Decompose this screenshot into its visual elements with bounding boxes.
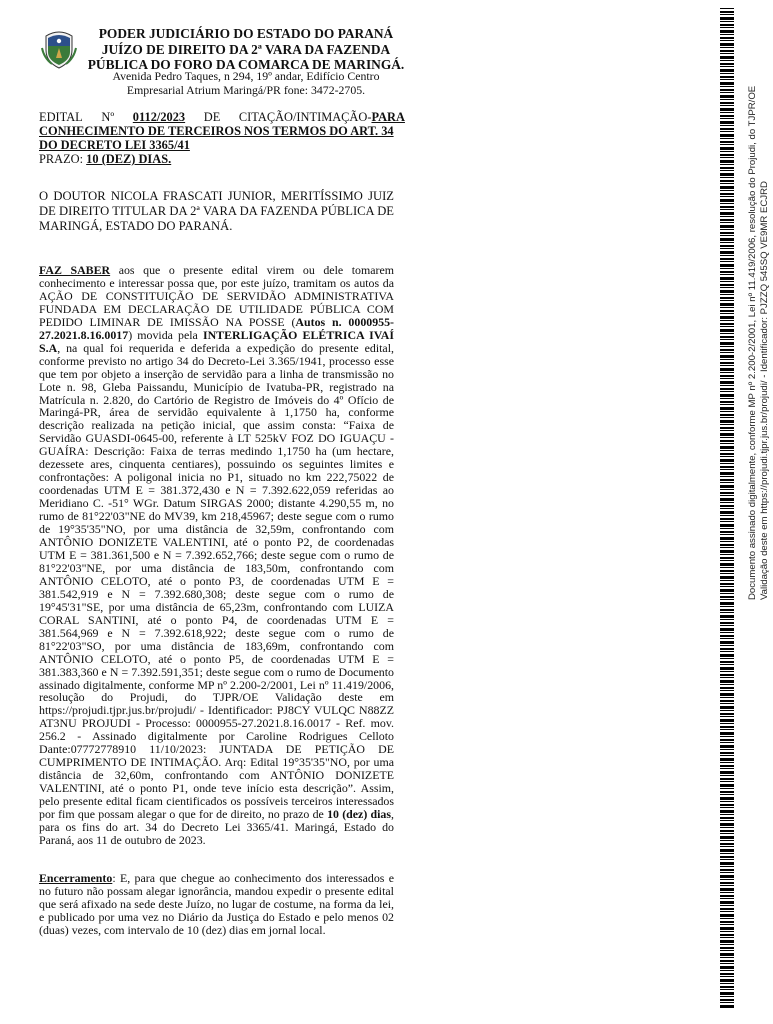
edital-number: 0112/2023 <box>132 110 186 124</box>
edital-de-word: DE <box>203 110 221 124</box>
closing-text: : E, para que chegue ao conhecimento dos interessados e no futuro não possam alegar ignorância, mandou expedir o presente edital que será afixado na sede deste Juízo, no lugar de costume, na forma da lei, e publicado por uma vez no Diário da Justiça do Estado e pelo menos 02 (duas) vezes, com intervalo de 10 (dez) dias em jornal local. <box>39 871 394 937</box>
digital-signature-note <box>747 0 771 600</box>
signature-line-1: Documento assinado digitalmente, conforme MP nº 2.200-2/2001, Lei nº 11.419/2006, resolução do Projudi, do TJPR/OE <box>747 85 758 600</box>
body-part-4: , para os fins do art. 34 do Decreto Lei 3365/41. Maringá, Estado do Paraná, aos 11 de outubro de 2023. <box>39 807 394 847</box>
edital-no-word: Nº <box>101 110 115 124</box>
prazo-label: PRAZO: <box>39 152 87 166</box>
faz-saber-label: FAZ SABER <box>39 263 111 277</box>
prazo-value: 10 (DEZ) DIAS. <box>86 152 172 166</box>
company-name: INTERLIGAÇÃO ELÉTRICA IVAÍ S.A <box>39 327 394 355</box>
signature-line-2: Validação deste em https://projudi.tjpr.jus.br/projudi/ - Identificador: PJZZQ 545SQ VE9MR ECJRD <box>759 181 770 600</box>
edital-para: PARA <box>371 110 405 124</box>
body-part-2: ) movida pela <box>128 327 203 342</box>
closing-paragraph <box>39 872 394 937</box>
closing-label: Encerramento <box>39 871 113 885</box>
edital-word: EDITAL <box>39 110 83 124</box>
body-part-1: aos que o presente edital virem ou dele tomarem conhecimento e interessar possa que, por este juízo, tramitam os autos da AÇÃO DE CONSTITUIÇÃO DE SERVIDÃO ADMINISTRATIVA FUNDADA EM DECLARAÇÃO DE UTILIDADE PÚBLICA COM PEDIDO LIMINAR DE IMISSÃO NA POSSE ( <box>39 263 394 329</box>
judge-paragraph: O DOUTOR NICOLA FRASCATI JUNIOR, MERITÍSSIMO JUIZ DE DIREITO TITULAR DA 2ª VARA DA FAZENDA PÚBLICA DE MARINGÁ, ESTADO DO PARANÁ. <box>39 189 394 233</box>
court-address: Avenida Pedro Taques, n 294, 19º andar, Edifício Centro Empresarial Atrium Maringá/PR fone: 3472-2705. <box>112 69 380 97</box>
edital-heading <box>39 110 405 166</box>
deadline-bold: 10 (dez) dias <box>327 807 392 822</box>
body-part-3: , na qual foi requerida e deferida a expedição do presente edital, conforme previsto no artigo 34 do Decreto-Lei 3.365/1941, processo esse que tem por objeto a inserção de servidão para a linha de transmissão no Lote n. 98, Gleba Paissandu, Município de Ivatuba-PR, registrado na Matrícula n. 2.820, do Cartório de Registro de Imóveis do 4º Ofício de Maringá-PR, área de servidão equivalente à 1,1750 ha, conforme descrição realizada na petição inicial, que assim consta: “Faixa de Servidão GUASDI-0645-00, referente à LT 525kV FOZ DO IGUAÇU - GUAÍRA: Descrição: Faixa de terras medindo 1,1750 ha (um hectare, dezessete ares, cinquenta centiares), possuindo os seguintes limites e confrontações: A poligonal inicia no P1, situado no km 222,75022 de coordenadas UTM E = 381.372,430 e N = 7.392.622,059 referidas ao Meridiano C. -51° WGr. Datum SIRGAS 2000; distante 4.290,55 m, no rumo de 81°22'03"NE do MV39, km 218,45967; deste segue com o rumo de 19°35'35"NO, por uma distância de 32,59m, confrontando com ANTÔNIO DONIZETE VALENTINI, até o ponto P2, de coordenadas UTM E = 381.361,500 e N = 7.392.652,766; deste segue com o rumo de 81°22'03"NE, por uma distância de 183,50m, confrontando com ANTÔNIO CELOTO, até o ponto P3, de coordenadas UTM E = 381.542,919 e N = 7.392.680,308; deste segue com o rumo de 19°45'31"SE, por uma distância de 65,23m, confrontando com LUIZA CORAL SANTINI, até o ponto P4, de coordenadas UTM E = 381.564,969 e N = 7.392.618,922; deste segue com o rumo de 81°22'03"SO, por uma distância de 183,69m, confrontando com ANTÔNIO CELOTO, até o ponto P5, de coordenadas UTM E = 381.383,360 e N = 7.392.591,351; deste segue com o rumo de Documento assinado digitalmente, conforme MP nº 2.200-2/2001, Lei nº 11.419/2006, resolução do Projudi, do TJPR/OE Validação deste em https://projudi.tjpr.jus.br/projudi/ - Identificador: PJ8CY VULQC N88ZZ AT3NU PROJUDI - Processo: 0000955-27.2021.8.16.0017 - Ref. mov. 256.2 - Assinado digitalmente por Caroline Rodrigues Celloto Dante:07772778910 11/10/2023: JUNTADA DE PETIÇÃO DE CUMPRIMENTO DE INTIMAÇÃO. Arq: Edital 19°35'35"NO, por uma distância de 32,60m, confrontando com ANTÔNIO DONIZETE VALENTINI, até o ponto P1, onde teve início esta descrição”. Assim, pelo presente edital ficam cientificados os possíveis terceiros interessados por fim que possam alegar o que for de direito, no prazo de <box>39 340 394 822</box>
edital-citacao: CITAÇÃO/INTIMAÇÃO- <box>238 110 372 124</box>
parana-coat-of-arms-icon <box>40 26 78 70</box>
main-paragraph <box>39 264 394 847</box>
case-number: Autos n. 0000955-27.2021.8.16.0017 <box>39 314 395 342</box>
side-barcode <box>720 8 734 1008</box>
edital-subject: CONHECIMENTO DE TERCEIROS NOS TERMOS DO ART. 34 DO DECRETO LEI 3365/41 <box>39 124 394 152</box>
court-header-title: PODER JUDICIÁRIO DO ESTADO DO PARANÁ JUÍZO DE DIREITO DA 2ª VARA DA FAZENDA PÚBLICA DO FORO DA COMARCA DE MARINGÁ. <box>87 26 405 72</box>
